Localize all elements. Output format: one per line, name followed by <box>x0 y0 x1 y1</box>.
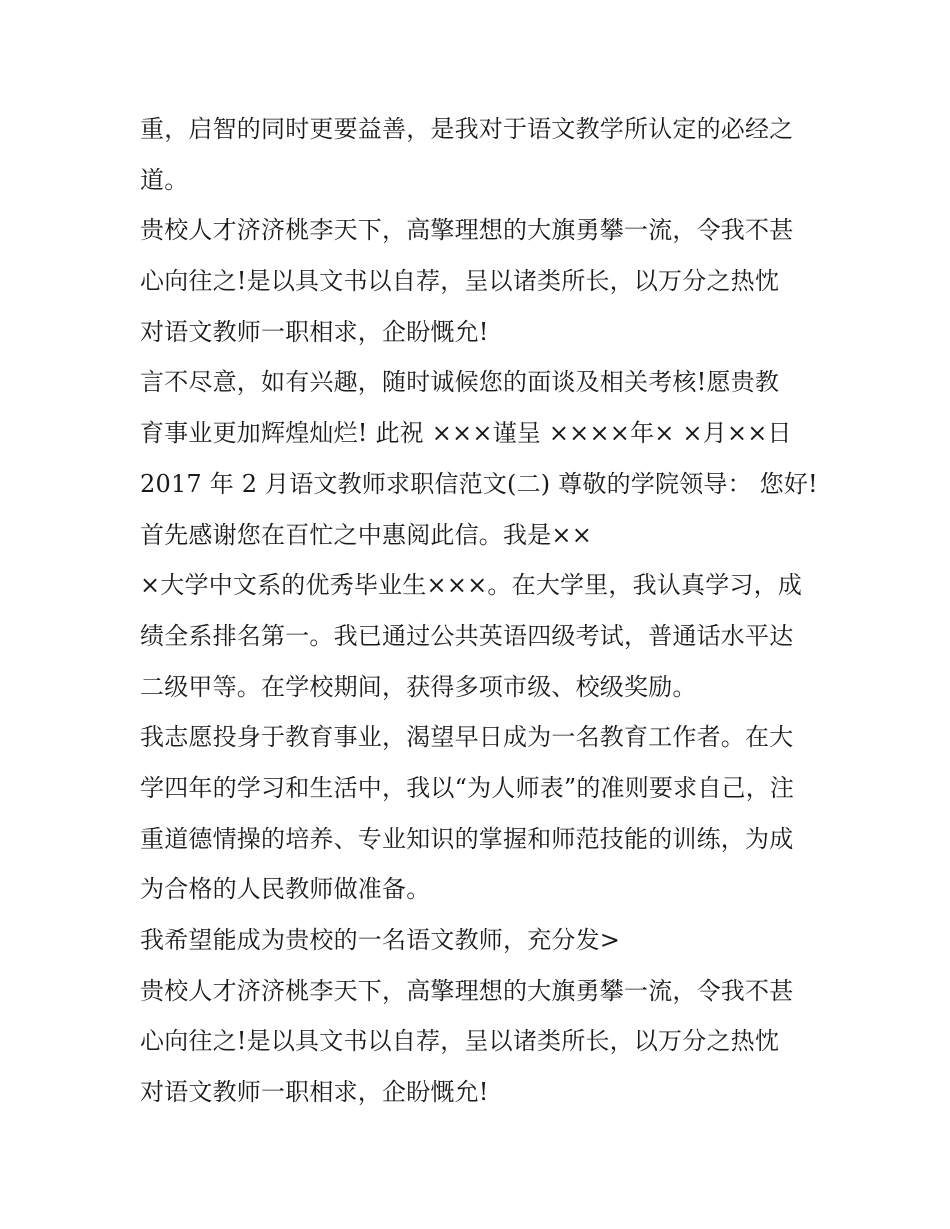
text-line: 对语文教师一职相求，企盼慨允! <box>140 317 489 346</box>
text-line: 首先感谢您在百忙之中惠阅此信。我是×× <box>140 520 593 549</box>
text-line: 二级甲等。在学校期间，获得多项市级、校级奖励。 <box>140 672 697 701</box>
document-body <box>140 104 830 1118</box>
text-line: 我志愿投身于教育事业，渴望早日成为一名教育工作者。在大 <box>140 723 794 752</box>
text-line: 为合格的人民教师做准备。 <box>140 875 431 904</box>
text-line: 重，启智的同时更要益善，是我对于语文教学所认定的必经之 <box>140 115 794 143</box>
text-line: 贵校人才济济桃李天下，高擎理想的大旗勇攀一流，令我不甚 <box>140 216 794 245</box>
text-line: 对语文教师一职相求，企盼慨允! <box>140 1078 489 1107</box>
text-line: 学四年的学习和生活中，我以“为人师表”的准则要求自己，注 <box>140 773 795 802</box>
text-line: 道。 <box>140 165 189 194</box>
text-line: 重道德情操的培养、专业知识的掌握和师范技能的训练，为成 <box>140 824 794 853</box>
text-line: 我希望能成为贵校的一名语文教师，充分发> <box>140 926 621 954</box>
text-line: 心向往之!是以具文书以自荐，呈以诸类所长，以万分之热忱 <box>140 267 780 296</box>
text-line: 绩全系排名第一。我已通过公共英语四级考试，普通话水平达 <box>140 621 794 650</box>
text-line: 言不尽意，如有兴趣，随时诚候您的面谈及相关考核!愿贵教 <box>140 368 780 397</box>
text-line: 心向往之!是以具文书以自荐，呈以诸类所长，以万分之热忱 <box>140 1027 780 1056</box>
text-line: 2017 年 2 月语文教师求职信范文(二) 尊敬的学院领导： 您好! <box>140 469 818 498</box>
text-line: 育事业更加辉煌灿烂! 此祝 ×××谨呈 ××××年× ×月××日 <box>140 419 792 448</box>
text-line: 贵校人才济济桃李天下，高擎理想的大旗勇攀一流，令我不甚 <box>140 976 794 1005</box>
text-line: ×大学中文系的优秀毕业生×××。在大学里，我认真学习，成 <box>140 571 803 600</box>
